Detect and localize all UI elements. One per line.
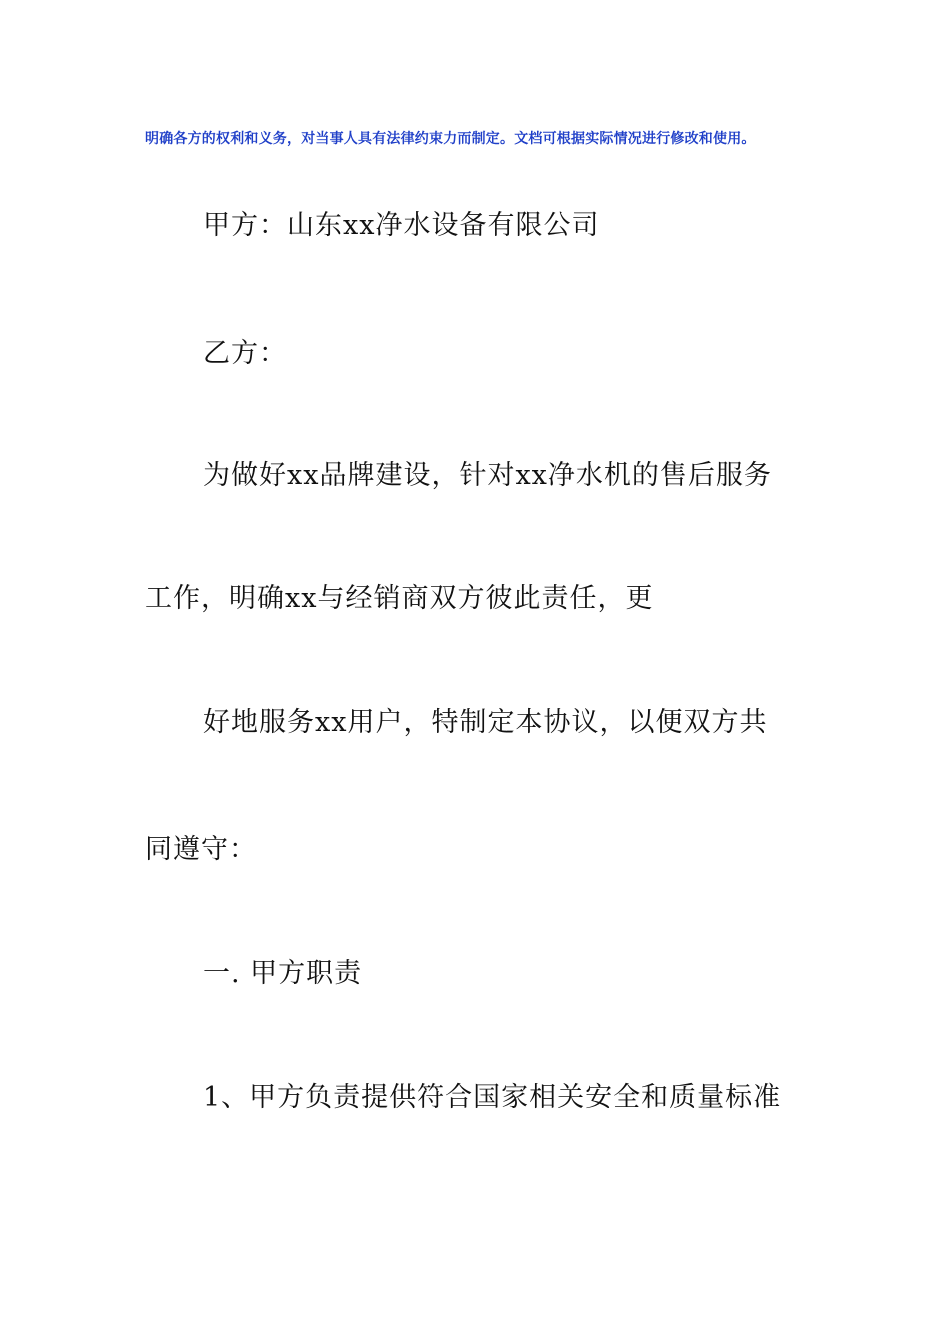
- paragraph-line: 为做好xx品牌建设，针对xx净水机的售后服务: [203, 460, 772, 491]
- paragraph-line: 工作，明确xx与经销商双方彼此责任，更: [145, 583, 654, 614]
- header-note: 明确各方的权利和义务，对当事人具有法律约束力而制定。文档可根据实际情况进行修改和使用。: [145, 131, 756, 147]
- clause-line: 1、甲方负责提供符合国家相关安全和质量标准: [203, 1082, 782, 1113]
- party-a-line: 甲方：山东xx净水设备有限公司: [203, 210, 600, 241]
- paragraph-line: 同遵守：: [145, 834, 257, 865]
- section-heading: 一. 甲方职责: [203, 958, 363, 989]
- paragraph-line: 好地服务xx用户，特制定本协议，以便双方共: [203, 707, 768, 738]
- party-b-line: 乙方：: [203, 338, 287, 369]
